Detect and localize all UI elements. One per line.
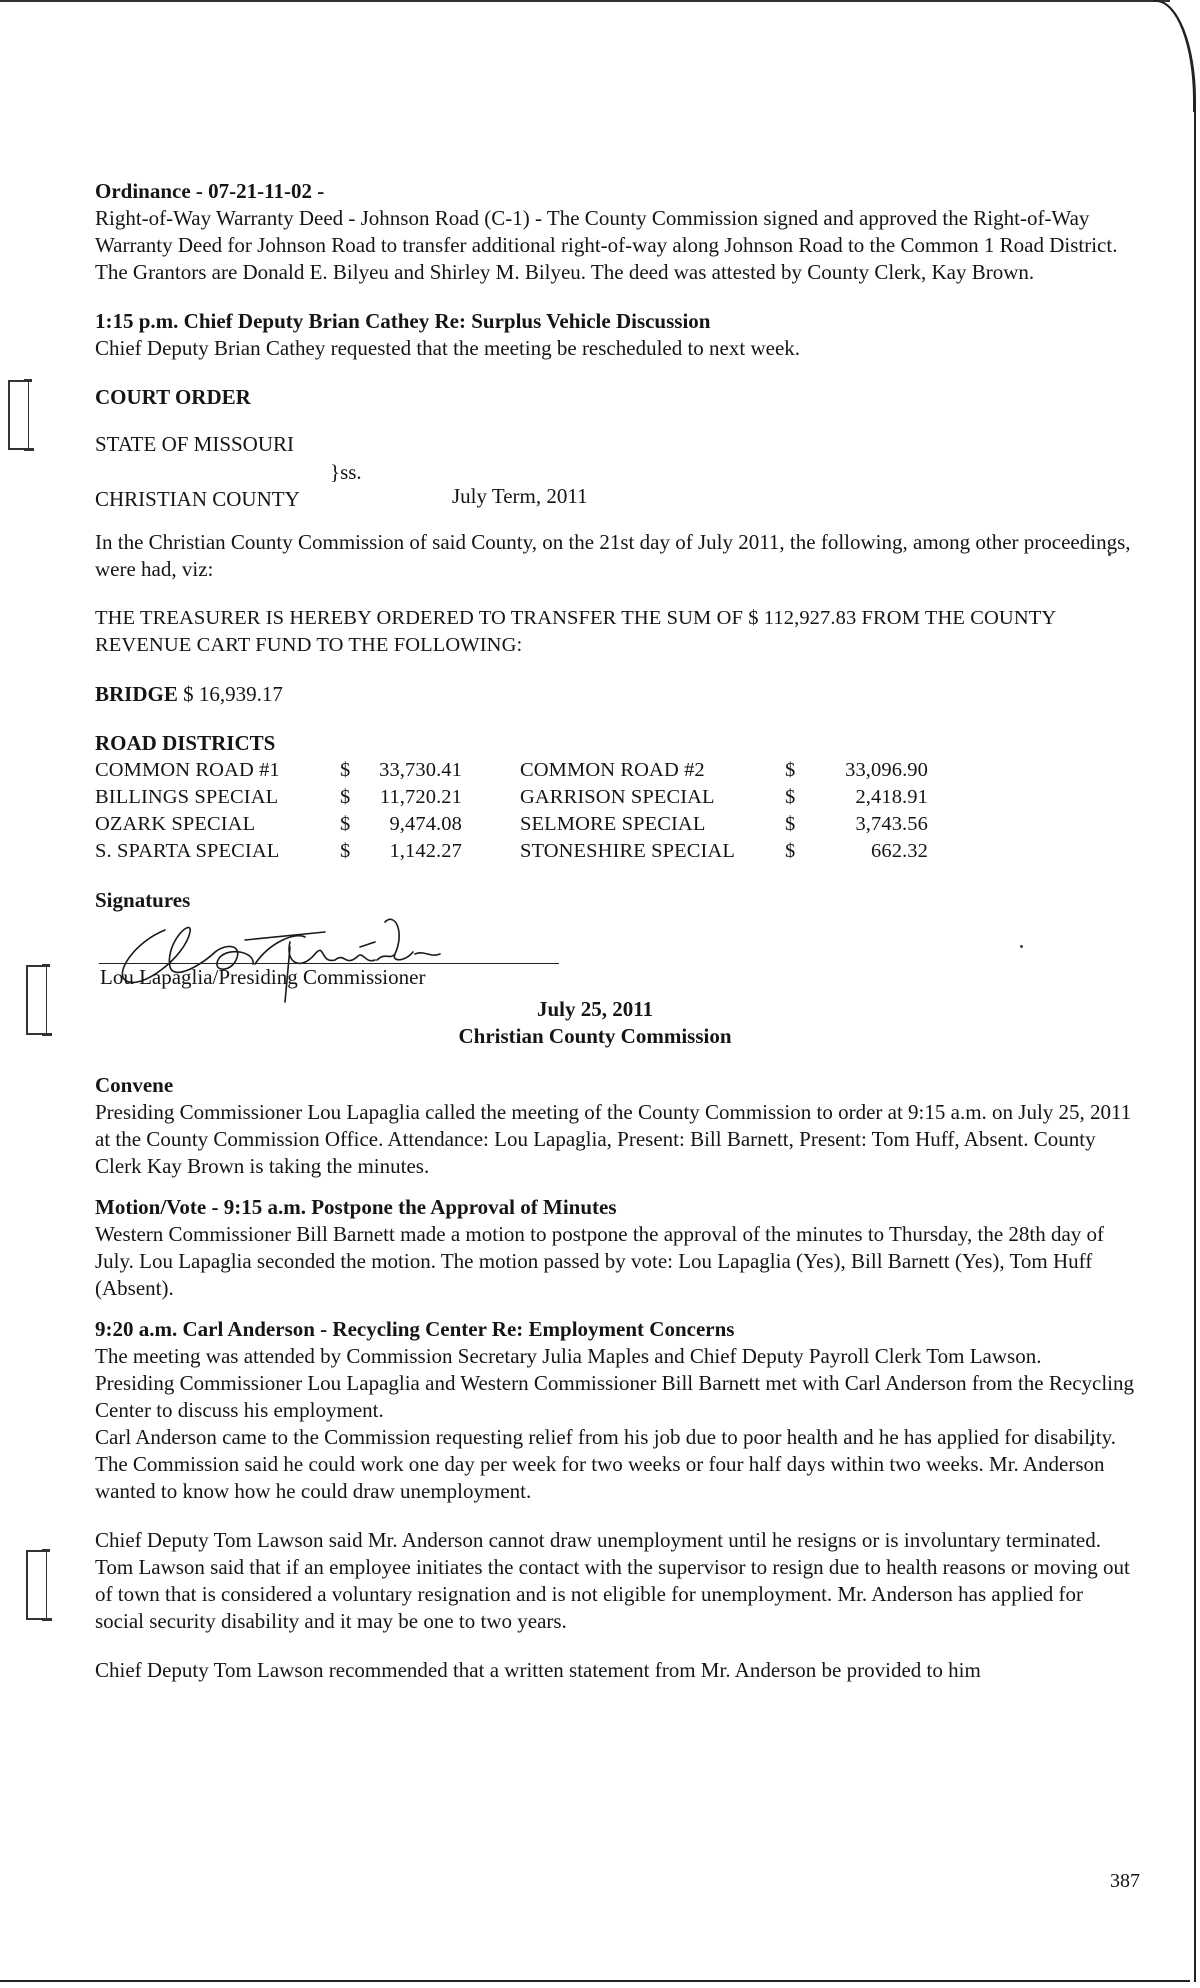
motion-heading: Motion/Vote - 9:15 a.m. Postpone the Approval of Minutes bbox=[95, 1195, 617, 1219]
motion-section bbox=[95, 1194, 1135, 1302]
court-order-heading: COURT ORDER bbox=[95, 385, 251, 409]
venue-term: July Term, 2011 bbox=[452, 484, 588, 508]
district-name: COMMON ROAD #1 bbox=[95, 759, 280, 781]
table-row bbox=[95, 838, 928, 865]
dollar-sign: $ bbox=[785, 786, 796, 808]
dollar-sign: $ bbox=[785, 759, 796, 781]
motion-text: Western Commissioner Bill Barnett made a motion to postpone the approval of the minutes to Thursday, the 28th day of July. Lou Lapaglia seconded the motion. The motion passed by vote: Lou Lapaglia (Yes), Bill Barnett (Yes), Tom Huff (Absent). bbox=[95, 1222, 1105, 1300]
district-name: COMMON ROAD #2 bbox=[520, 759, 705, 781]
page-bottom-edge bbox=[0, 1980, 1190, 1982]
road-districts-heading: ROAD DISTRICTS bbox=[95, 731, 276, 755]
punch-hole-mark bbox=[26, 1550, 47, 1620]
recycling-attendance: The meeting was attended by Commission Secretary Julia Maples and Chief Deputy Payroll Clerk Tom Lawson. bbox=[95, 1344, 1042, 1368]
district-amount: 9,474.08 bbox=[389, 813, 462, 835]
page-top-edge bbox=[0, 0, 1170, 2]
dollar-sign: $ bbox=[340, 840, 351, 862]
signer-name: Lou Lapaglia/Presiding Commissioner bbox=[100, 965, 426, 989]
district-amount: 33,730.41 bbox=[379, 759, 462, 781]
district-amount: 3,743.56 bbox=[855, 813, 928, 835]
court-order-intro: In the Christian County Commission of said County, on the 21st day of July 2011, the following, among other proceedings, were had, viz: bbox=[95, 530, 1131, 581]
recycling-section bbox=[95, 1316, 1135, 1684]
bridge-line bbox=[95, 681, 1135, 708]
convene-heading: Convene bbox=[95, 1073, 174, 1097]
dollar-sign: $ bbox=[340, 786, 351, 808]
table-row bbox=[95, 757, 928, 784]
dollar-sign: $ bbox=[340, 813, 351, 835]
surplus-section bbox=[95, 308, 1135, 362]
dollar-sign: $ bbox=[785, 840, 796, 862]
punch-hole-mark bbox=[8, 380, 29, 450]
district-name: S. SPARTA SPECIAL bbox=[95, 840, 280, 862]
recycling-request: Carl Anderson came to the Commission requesting relief from his job due to poor health and he has applied for disability. The Commission said he could work one day per week for two weeks or four half days within two weeks. Mr. Anderson wanted to know how he could draw unemployment. bbox=[95, 1425, 1117, 1503]
dollar-sign: $ bbox=[340, 759, 351, 781]
road-districts-table bbox=[95, 757, 928, 865]
page-curl-corner bbox=[1153, 0, 1196, 112]
punch-hole-mark bbox=[26, 965, 47, 1035]
bridge-value: $ 16,939.17 bbox=[183, 682, 283, 706]
convene-section bbox=[95, 1072, 1135, 1180]
venue-block bbox=[95, 431, 1135, 511]
page-right-edge bbox=[1194, 100, 1196, 1982]
ordinance-section bbox=[95, 178, 1135, 286]
district-amount: 11,720.21 bbox=[379, 786, 462, 808]
bridge-label: BRIDGE bbox=[95, 682, 178, 706]
surplus-heading: 1:15 p.m. Chief Deputy Brian Cathey Re: Surplus Vehicle Discussion bbox=[95, 309, 711, 333]
meeting-date: July 25, 2011 bbox=[536, 997, 654, 1021]
ordinance-text: Right-of-Way Warranty Deed - Johnson Road (C-1) - The County Commission signed and approved the Right-of-Way Warranty Deed for Johnson Road to transfer additional right-of-way along Johnson Road to the Common 1 Road District. The Grantors are Donald E. Bilyeu and Shirley M. Bilyeu. The deed was attested by County Clerk, Kay Brown. bbox=[95, 206, 1118, 284]
convene-text: Presiding Commissioner Lou Lapaglia called the meeting of the County Commission to order at 9:15 a.m. on July 25, 2011 at the County Commission Office. Attendance: Lou Lapaglia, Present: Bill Barnett, Present: Tom Huff, Absent. County Clerk Kay Brown is taking the minutes. bbox=[95, 1100, 1132, 1178]
signatures-heading: Signatures bbox=[95, 888, 191, 912]
venue-county: CHRISTIAN COUNTY bbox=[95, 487, 300, 511]
table-row bbox=[95, 784, 928, 811]
district-amount: 2,418.91 bbox=[855, 786, 928, 808]
document-body bbox=[95, 178, 1135, 1684]
venue-ss: }ss. bbox=[330, 460, 362, 484]
recycling-meeting: Presiding Commissioner Lou Lapaglia and Western Commissioner Bill Barnett met with Carl Anderson from the Recycling Center to discuss his employment. bbox=[95, 1371, 1135, 1422]
table-row bbox=[95, 811, 928, 838]
handwritten-signature bbox=[95, 902, 515, 1012]
recycling-lawson-explanation: Chief Deputy Tom Lawson said Mr. Anderson cannot draw unemployment until he resigns or is involuntary terminated. Tom Lawson said that if an employee initiates the contact with the supervisor to resign due to health reasons or moving out of town that is considered a voluntary resignation and is not eligible for unemployment. Mr. Anderson has applied for social security disability and it may be one to two years. bbox=[95, 1528, 1130, 1633]
meeting-body-name: Christian County Commission bbox=[458, 1024, 732, 1048]
ordinance-heading: Ordinance - 07-21-11-02 - bbox=[95, 179, 325, 203]
dollar-sign: $ bbox=[785, 813, 796, 835]
district-name: STONESHIRE SPECIAL bbox=[520, 840, 735, 862]
district-amount: 1,142.27 bbox=[389, 840, 462, 862]
page-number: 387 bbox=[1110, 1870, 1140, 1892]
court-order-transfer: THE TREASURER IS HEREBY ORDERED TO TRANSFER THE SUM OF $ 112,927.83 FROM THE COUNTY REVENUE CART FUND TO THE FOLLOWING: bbox=[95, 607, 1056, 656]
district-name: OZARK SPECIAL bbox=[95, 813, 256, 835]
district-amount: 33,096.90 bbox=[845, 759, 928, 781]
recycling-heading: 9:20 a.m. Carl Anderson - Recycling Center Re: Employment Concerns bbox=[95, 1317, 735, 1341]
district-name: SELMORE SPECIAL bbox=[520, 813, 706, 835]
district-name: GARRISON SPECIAL bbox=[520, 786, 715, 808]
surplus-text: Chief Deputy Brian Cathey requested that the meeting be rescheduled to next week. bbox=[95, 336, 801, 360]
venue-state: STATE OF MISSOURI bbox=[95, 432, 295, 456]
recycling-lawson-recommendation: Chief Deputy Tom Lawson recommended that a written statement from Mr. Anderson be provided to him bbox=[95, 1658, 981, 1682]
district-amount: 662.32 bbox=[871, 840, 928, 862]
district-name: BILLINGS SPECIAL bbox=[95, 786, 279, 808]
signature-block bbox=[95, 920, 1135, 1000]
